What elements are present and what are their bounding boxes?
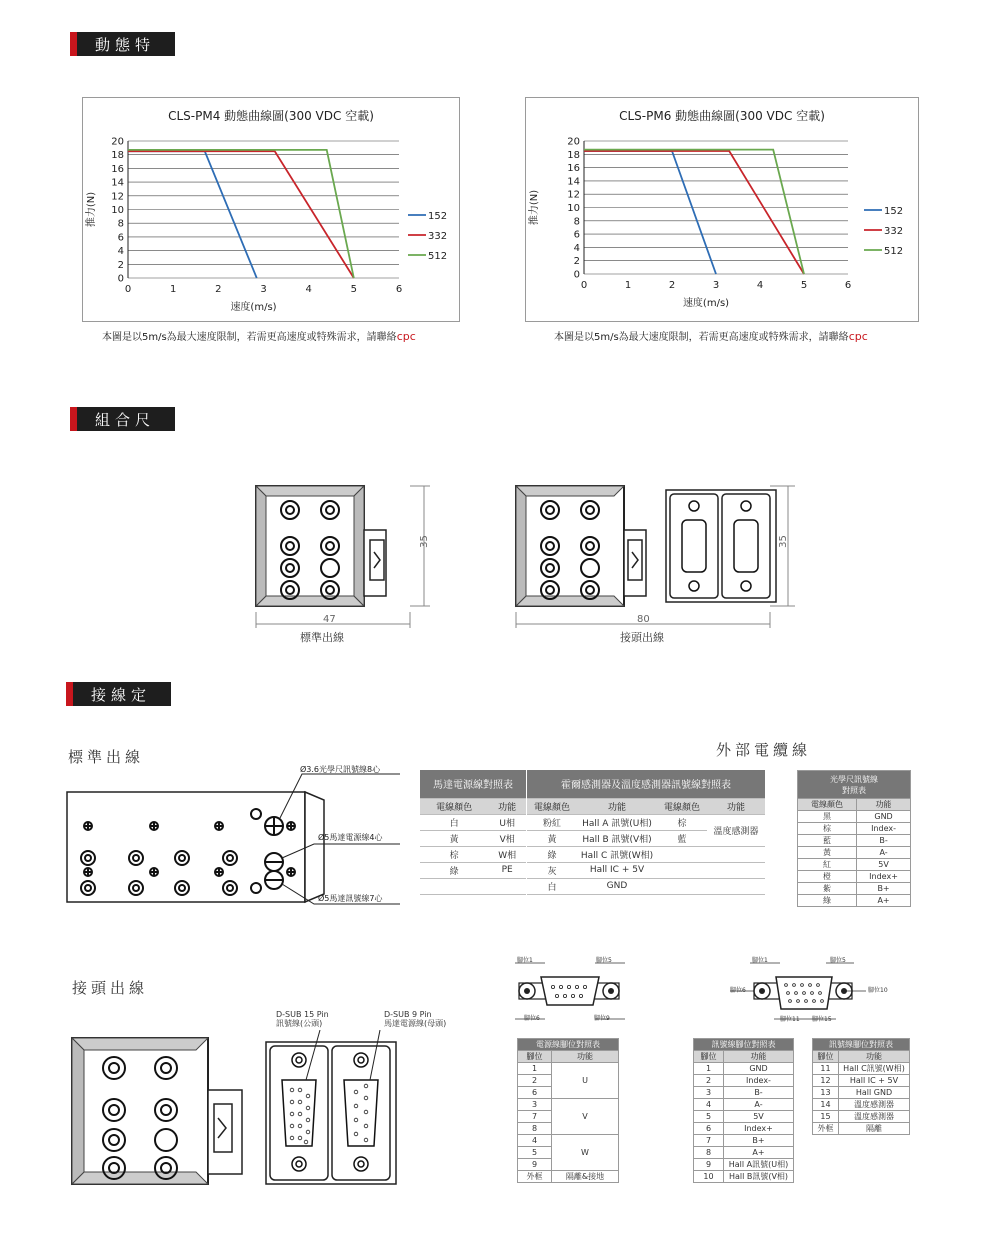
y-tick-label: 8 bbox=[117, 218, 124, 230]
y-tick-label: 12 bbox=[111, 191, 124, 203]
table-row: 8 A+ bbox=[694, 1147, 794, 1159]
y-tick-label: 6 bbox=[117, 232, 124, 244]
hall-table-title: 霍爾感測器及溫度感測器訊號線對照表 bbox=[527, 770, 765, 798]
table-row: 13 Hall GND bbox=[813, 1087, 910, 1099]
x-tick-label: 6 bbox=[395, 284, 403, 295]
y-tick-label: 14 bbox=[567, 176, 580, 188]
section-title-wiring: 接線定義 bbox=[66, 682, 171, 706]
label-connector-output: 接頭出線 bbox=[72, 979, 149, 997]
motor-power-table bbox=[420, 770, 526, 895]
table-row: 5 bbox=[518, 1147, 619, 1159]
motor-table-title: 馬達電源線對照表 bbox=[420, 770, 526, 798]
chart-title: CLS-PM6 動態曲線圖(300 VDC 空載) bbox=[619, 109, 825, 123]
y-tick-label: 18 bbox=[111, 150, 124, 162]
series-line-332 bbox=[128, 151, 354, 278]
y-tick-label: 16 bbox=[111, 163, 124, 175]
x-tick-label: 2 bbox=[215, 284, 222, 295]
optical-table-title: 光學尺訊號線 對照表 bbox=[798, 771, 911, 799]
table-row: 5 5V bbox=[694, 1111, 794, 1123]
optical-scale-table bbox=[797, 770, 911, 907]
x-tick-label: 1 bbox=[169, 284, 177, 295]
dsub15-pin1-label: 腳位1 bbox=[752, 957, 768, 964]
y-tick-label: 20 bbox=[567, 136, 580, 148]
table-row: 3 B- bbox=[694, 1087, 794, 1099]
x-tick-label: 4 bbox=[756, 280, 764, 291]
table-row: 白 U相 bbox=[420, 814, 526, 830]
dsub9-pin6-label: 腳位6 bbox=[524, 1015, 540, 1022]
y-axis-label: 推力(N) bbox=[86, 191, 97, 228]
x-tick-label: 0 bbox=[580, 280, 588, 291]
legend-label-512: 512 bbox=[428, 251, 448, 262]
table-row: 綠 Hall C 訊號(W相) bbox=[527, 846, 765, 862]
hall-col-color2: 電線顏色 bbox=[657, 798, 707, 814]
y-tick-label: 2 bbox=[117, 259, 124, 271]
chart-pm6 bbox=[525, 97, 919, 322]
legend-label-152: 152 bbox=[428, 211, 448, 222]
table-row: 外框 隔離&接地 bbox=[518, 1171, 619, 1183]
table-row bbox=[420, 878, 526, 894]
dimension-drawing-standard bbox=[250, 480, 450, 650]
table-row: 12 Hall IC + 5V bbox=[813, 1075, 910, 1087]
y-tick-label: 0 bbox=[573, 269, 580, 281]
signal1-col-func: 功能 bbox=[724, 1051, 794, 1063]
power-pin-table-title: 電源線腳位對照表 bbox=[518, 1039, 619, 1051]
wiring-drawing-connector bbox=[70, 1030, 400, 1190]
dsub15-pin10-label: 腳位10 bbox=[868, 987, 888, 994]
dimension-drawing-connector bbox=[510, 480, 810, 650]
dsub15-pin15-label: 腳位15 bbox=[812, 1016, 832, 1023]
dim-std-height: 35 bbox=[418, 535, 430, 548]
dsub15-pin-figure bbox=[730, 955, 890, 1025]
table-row: 6 Index+ bbox=[694, 1123, 794, 1135]
dim-head-width: 80 bbox=[637, 614, 650, 625]
table-row: 粉紅 Hall A 訊號(U相) 棕 溫度感測器 bbox=[527, 814, 765, 830]
table-row: 1 U bbox=[518, 1063, 619, 1075]
signal1-title: 訊號線腳位對照表 bbox=[694, 1039, 794, 1051]
x-tick-label: 3 bbox=[260, 284, 267, 295]
y-tick-label: 0 bbox=[117, 273, 124, 285]
x-tick-label: 5 bbox=[800, 280, 808, 291]
dsub9-pin9-label: 腳位9 bbox=[594, 1015, 610, 1022]
table-row: 2 bbox=[518, 1075, 619, 1087]
power-col-pin: 腳位 bbox=[518, 1051, 552, 1063]
section-title-dimensions: 組合尺寸 bbox=[70, 407, 175, 431]
x-tick-label: 5 bbox=[350, 284, 358, 295]
optical-col-color: 電線顏色 bbox=[798, 799, 857, 811]
callout-optical-signal: Ø3.6光學尺訊號線8心 bbox=[300, 765, 381, 774]
x-tick-label: 6 bbox=[844, 280, 852, 291]
motor-col-color: 電線顏色 bbox=[420, 798, 488, 814]
table-row: 白 GND bbox=[527, 878, 765, 894]
legend-label-332: 332 bbox=[884, 226, 904, 237]
dsub9-pin1-label: 腳位1 bbox=[517, 957, 533, 964]
dim-head-caption: 接頭出線 bbox=[620, 631, 664, 644]
table-row: 4 W bbox=[518, 1135, 619, 1147]
signal2-title: 訊號線腳位對照表 bbox=[813, 1039, 910, 1051]
table-row: 灰 Hall IC + 5V bbox=[527, 862, 765, 878]
dsub15-pin6-label: 腳位6 bbox=[730, 987, 746, 994]
x-axis-label: 速度(m/s) bbox=[230, 302, 277, 313]
series-line-152 bbox=[584, 151, 716, 274]
y-tick-label: 18 bbox=[567, 149, 580, 161]
chart-pm4 bbox=[82, 97, 460, 322]
table-row: 綠 PE bbox=[420, 862, 526, 878]
legend-label-152: 152 bbox=[884, 206, 904, 217]
signal1-col-pin: 腳位 bbox=[694, 1051, 724, 1063]
chart-pm4-note: 本圖是以5m/s為最大速度限制，若需更高速度或特殊需求，請聯絡cpc bbox=[102, 330, 416, 343]
table-row: 7 B+ bbox=[694, 1135, 794, 1147]
chart-pm6-note: 本圖是以5m/s為最大速度限制，若需更高速度或特殊需求，請聯絡cpc bbox=[554, 330, 868, 343]
table-row: 黃 A- bbox=[798, 847, 911, 859]
series-line-512 bbox=[128, 150, 354, 278]
label-standard-output: 標準出線 bbox=[68, 748, 145, 766]
table-row: 9 bbox=[518, 1159, 619, 1171]
table-row: 黑 GND bbox=[798, 811, 911, 823]
y-tick-label: 8 bbox=[573, 216, 580, 228]
section-title-dynamic: 動態特性 bbox=[70, 32, 175, 56]
callout-motor-signal: Ø5馬達訊號線7心 bbox=[318, 894, 383, 903]
table-row: 藍 B- bbox=[798, 835, 911, 847]
table-row: 3 V bbox=[518, 1099, 619, 1111]
table-row: 外框 隔離 bbox=[813, 1123, 910, 1135]
x-tick-label: 0 bbox=[124, 284, 132, 295]
dsub9-callout: D-SUB 9 Pin 馬達電源線(母頭) bbox=[384, 1010, 447, 1028]
table-row: 4 A- bbox=[694, 1099, 794, 1111]
table-row: 8 bbox=[518, 1123, 619, 1135]
chart-pm4-svg bbox=[83, 98, 459, 321]
y-tick-label: 20 bbox=[111, 136, 124, 148]
signal-pin-table-2 bbox=[812, 1038, 910, 1135]
y-tick-label: 2 bbox=[573, 256, 580, 268]
dim-head-height: 35 bbox=[777, 535, 789, 548]
y-tick-label: 10 bbox=[111, 205, 124, 216]
x-tick-label: 4 bbox=[305, 284, 312, 295]
signal-pin-table-1 bbox=[693, 1038, 794, 1183]
table-row: 棕 Index- bbox=[798, 823, 911, 835]
table-row: 6 bbox=[518, 1087, 619, 1099]
hall-sensor-table bbox=[527, 770, 765, 895]
power-pin-table bbox=[517, 1038, 619, 1183]
label-external-cable: 外部電纜線 bbox=[716, 741, 812, 759]
y-axis-label: 推力(N) bbox=[529, 189, 540, 226]
y-tick-label: 12 bbox=[567, 189, 580, 201]
dsub15-callout: D-SUB 15 Pin 訊號線(公頭) bbox=[276, 1010, 329, 1028]
x-tick-label: 2 bbox=[668, 280, 676, 291]
legend-label-512: 512 bbox=[884, 246, 904, 257]
table-row: 黃 V相 bbox=[420, 830, 526, 846]
table-row: 15 溫度感測器 bbox=[813, 1111, 910, 1123]
dsub9-pin5-label: 腳位5 bbox=[596, 957, 612, 964]
y-tick-label: 16 bbox=[567, 163, 580, 175]
power-col-func: 功能 bbox=[552, 1051, 619, 1063]
table-row: 紫 B+ bbox=[798, 883, 911, 895]
table-row: 9 Hall A訊號(U相) bbox=[694, 1159, 794, 1171]
table-row: 14 溫度感測器 bbox=[813, 1099, 910, 1111]
y-tick-label: 6 bbox=[573, 229, 580, 241]
table-row: 紅 5V bbox=[798, 859, 911, 871]
table-row: 黃 Hall B 訊號(V相) 藍 bbox=[527, 830, 765, 846]
table-row: 10 Hall B訊號(V相) bbox=[694, 1171, 794, 1183]
table-row: 2 Index- bbox=[694, 1075, 794, 1087]
x-tick-label: 1 bbox=[624, 280, 632, 291]
y-tick-label: 10 bbox=[567, 203, 580, 214]
y-tick-label: 4 bbox=[117, 246, 124, 258]
table-row: 棕 W相 bbox=[420, 846, 526, 862]
hall-col-func: 功能 bbox=[577, 798, 657, 814]
chart-title: CLS-PM4 動態曲線圖(300 VDC 空載) bbox=[168, 109, 374, 123]
hall-col-func2: 功能 bbox=[707, 798, 765, 814]
series-line-152 bbox=[128, 151, 257, 278]
table-row: 綠 A+ bbox=[798, 895, 911, 907]
y-tick-label: 4 bbox=[573, 242, 580, 254]
signal2-col-func: 功能 bbox=[839, 1051, 910, 1063]
signal2-col-pin: 腳位 bbox=[813, 1051, 839, 1063]
dsub15-pin11-label: 腳位11 bbox=[780, 1016, 800, 1023]
dim-std-width: 47 bbox=[323, 614, 336, 625]
hall-col-color: 電線顏色 bbox=[527, 798, 577, 814]
motor-col-func: 功能 bbox=[488, 798, 526, 814]
y-tick-label: 14 bbox=[111, 177, 124, 189]
dsub15-pin5-label: 腳位5 bbox=[830, 957, 846, 964]
legend-label-332: 332 bbox=[428, 231, 448, 242]
callout-motor-power: Ø5馬達電源線4心 bbox=[318, 833, 383, 842]
table-row: 1 GND bbox=[694, 1063, 794, 1075]
chart-pm6-svg bbox=[526, 98, 918, 321]
table-row: 11 Hall C訊號(W相) bbox=[813, 1063, 910, 1075]
x-tick-label: 3 bbox=[712, 280, 720, 291]
table-row: 橙 Index+ bbox=[798, 871, 911, 883]
x-axis-label: 速度(m/s) bbox=[682, 298, 730, 309]
table-row: 7 bbox=[518, 1111, 619, 1123]
dim-std-caption: 標準出線 bbox=[300, 631, 344, 644]
optical-col-func: 功能 bbox=[857, 799, 911, 811]
